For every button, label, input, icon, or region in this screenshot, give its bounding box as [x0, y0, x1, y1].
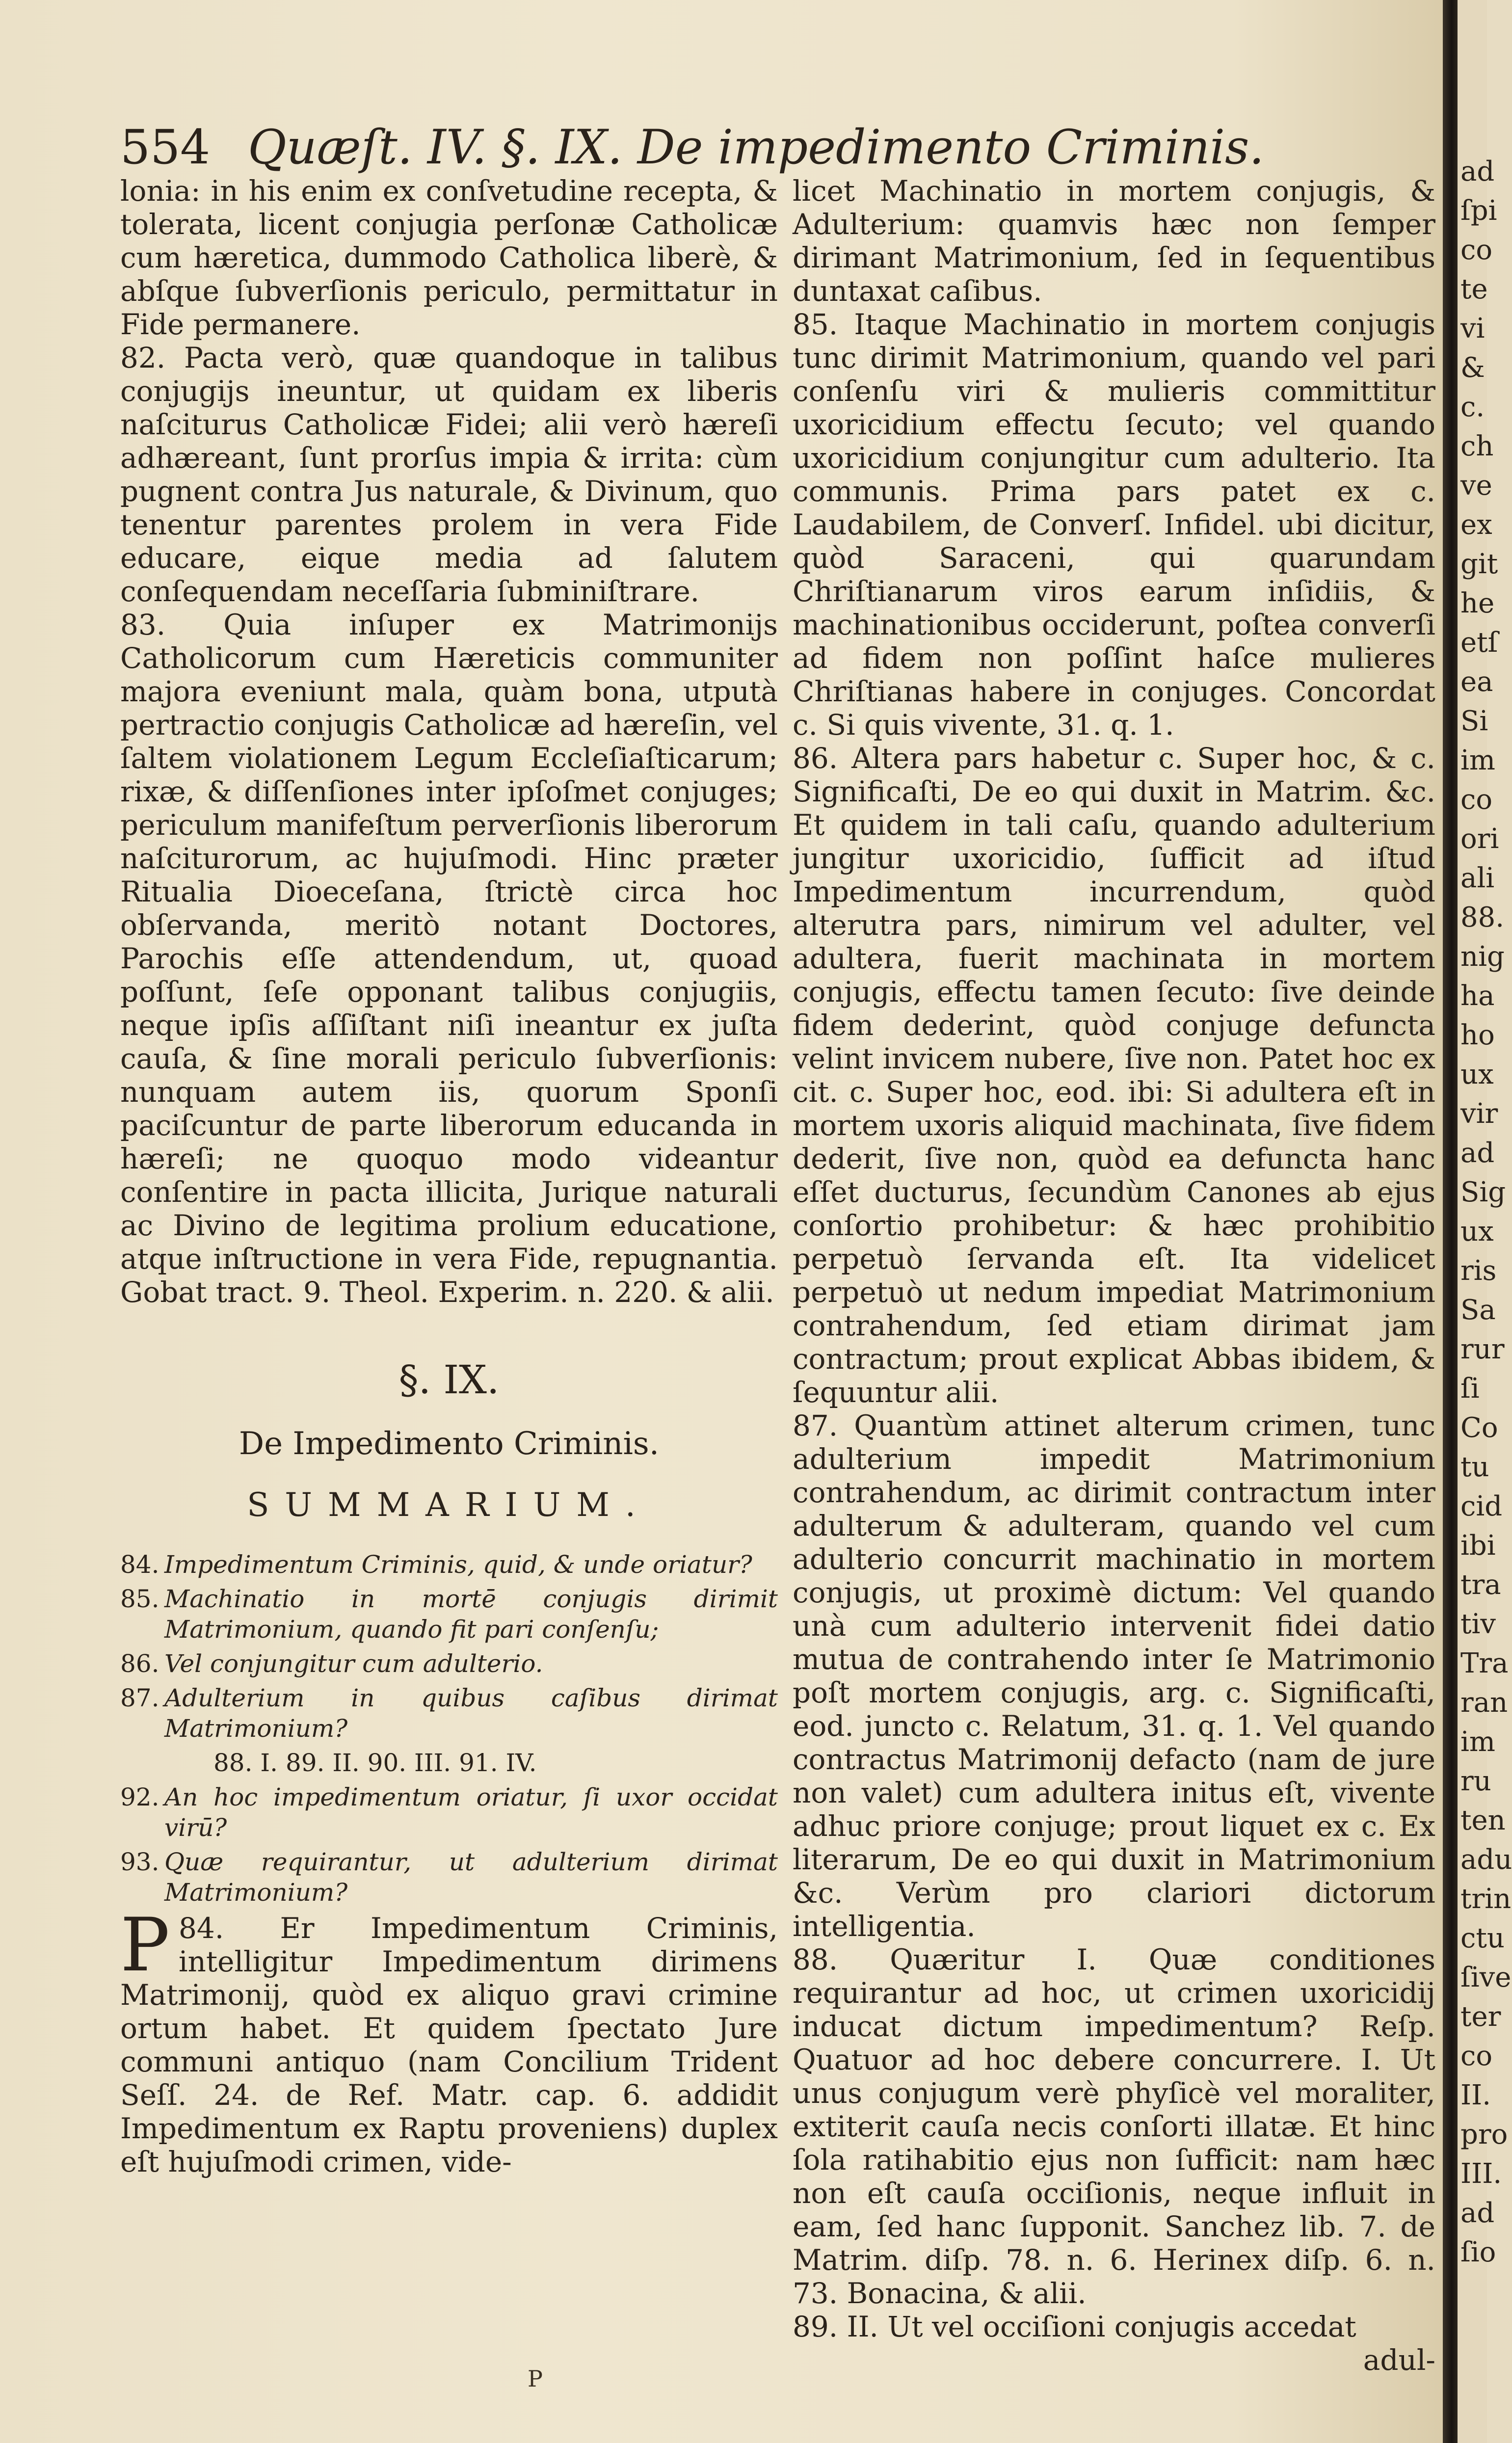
- next-page-fragment: ea: [1460, 666, 1493, 698]
- catchword: adul-: [1363, 2343, 1435, 2377]
- next-page-fragment: ſio: [1460, 2236, 1496, 2268]
- next-page-fragment: ibi: [1460, 1530, 1496, 1562]
- next-page-fragment: ho: [1460, 1019, 1495, 1051]
- next-page-fragment: &: [1460, 352, 1485, 384]
- summary-item: 85. Machinatio in mortē conjugis dirimit Matrimonium, quando fit pari conſenſu;: [120, 1585, 778, 1644]
- next-page-fragment: ſi: [1460, 1373, 1480, 1405]
- next-page-fragment: vir: [1460, 1098, 1498, 1130]
- book-gutter: [1443, 0, 1458, 2443]
- next-page-fragment: Co: [1460, 1412, 1498, 1444]
- next-page-fragment: he: [1460, 587, 1495, 619]
- next-page-fragment: co: [1460, 2040, 1493, 2072]
- next-page-fragment: ran: [1460, 1687, 1508, 1719]
- summary-item: 88. I. 89. II. 90. III. 91. IV.: [213, 1749, 537, 1777]
- paragraph: licet Machinatio in mortem conjugis, & Adulterium: quamvis hæc non ſemper dirimant Matrimonium, ſed in ſequentibus duntaxat caſibus.: [793, 174, 1435, 308]
- summary-item: 92. An hoc impedimentum oriatur, ſi uxor occidat virū?: [120, 1783, 778, 1842]
- section-subheading: De Impedimento Criminis.: [239, 1426, 660, 1462]
- next-page-fragment: ter: [1460, 2001, 1501, 2033]
- next-page-fragment: im: [1460, 1726, 1496, 1758]
- summary-item: 93. Quæ requirantur, ut adulterium dirimat Matrimonium?: [120, 1848, 778, 1907]
- section-heading: §. IX.: [398, 1357, 500, 1403]
- next-page-fragment: Sa: [1460, 1294, 1496, 1326]
- next-page-fragment: II.: [1460, 2079, 1491, 2111]
- next-page-fragment: Tra: [1460, 1647, 1509, 1679]
- next-page-fragment: Sig: [1460, 1176, 1506, 1208]
- drop-cap: P: [120, 1903, 170, 1988]
- next-page-fragment: c.: [1460, 391, 1485, 423]
- next-page-fragment: git: [1460, 548, 1498, 580]
- next-page-fragment: ch: [1460, 430, 1494, 462]
- next-page-fragment: ris: [1460, 1255, 1497, 1287]
- next-page-fragment: co: [1460, 784, 1493, 816]
- next-page-fragment: ad: [1460, 2197, 1495, 2229]
- next-page-fragment: 88.: [1460, 902, 1505, 933]
- running-header: [120, 115, 1264, 179]
- paragraph: lonia: in his enim ex conſvetudine recepta, & tolerata, licent conjugia perſonæ Catholicæ cum hæretica, dummodo Catholica liberè, & abſque ſubverſionis periculo, permittatur in Fide permanere.: [120, 174, 778, 341]
- next-page-fragment: ten: [1460, 1805, 1506, 1836]
- next-page-fragment: te: [1460, 273, 1488, 305]
- summary-item: 87. Adulterium in quibus caſibus dirimat Matrimonium?: [120, 1684, 778, 1743]
- paragraph-number: 84.: [178, 1912, 224, 1945]
- next-page-fragment: ſive: [1460, 1962, 1512, 1993]
- next-page-fragment: co: [1460, 234, 1493, 266]
- next-page-fragment: ali: [1460, 862, 1495, 894]
- paragraph: 83. Quia inſuper ex Matrimonijs Catholicorum cum Hæreticis communiter majora eveniunt mala, quàm bona, utputà pertractio conjugis Catholicæ ad hæreſin, vel ſaltem violationem Legum Eccleſiaſticarum; rixæ, & diſſenſiones inter ipſoſmet conjuges; periculum manifeſtum perverſionis liberorum naſciturorum, ac hujuſmodi. Hinc præter Ritualia Dioeceſana, ſtrictè circa hoc obſervanda, meritò notant Doctores, Parochis eſſe attendendum, ut, quoad poſſunt, ſeſe opponant talibus conjugiis, neque ipſis aſſiſtant niſi ineantur ex juſta cauſa, & ſine morali periculo ſubverſionis: nunquam autem iis, quorum Sponſi paciſcuntur de parte liberorum educanda in hæreſi; ne quoquo modo videantur conſentire in pacta illicita, Jurique naturali ac Divino de legitima prolium educatione, atque inſtructione in vera Fide, repugnantia. Gobat tract. 9. Theol. Experim. n. 220. & alii.: [120, 608, 778, 1309]
- next-page-fragment: pro: [1460, 2119, 1508, 2151]
- next-page-fragment: tra: [1460, 1569, 1501, 1601]
- next-page-fragment: ux: [1460, 1216, 1494, 1248]
- next-page-fragment: vi: [1460, 313, 1485, 345]
- next-page-fragment: adu: [1460, 1844, 1512, 1876]
- next-page-fragment: ve: [1460, 470, 1492, 502]
- next-page-fragment: ori: [1460, 823, 1499, 855]
- running-title: Quæſt. IV. §. IX. De impedimento Criminis.: [248, 120, 1264, 175]
- next-page-fragment: im: [1460, 744, 1496, 776]
- paragraph-84: 84. P Er Impedimentum Criminis, intelligitur Impedimentum dirimens Matrimonij, quòd ex aliquo gravi crimine ortum habet. Et quidem ſpectato Jure communi antiquo (nam Concilium Trident Seſſ. 24. de Ref. Matr. cap. 6. addidit Impedimentum ex Raptu proveniens) duplex eſt hujuſmodi crimen, vide-: [120, 1903, 778, 2178]
- summary-item: 86. Vel conjungitur cum adulterio.: [120, 1649, 543, 1678]
- summary-item: 84. Impedimentum Criminis, quid, & unde oriatur?: [120, 1550, 752, 1579]
- next-page-fragment: Si: [1460, 705, 1488, 737]
- next-page-fragment: nig: [1460, 941, 1505, 973]
- paragraph: 87. Quantùm attinet alterum crimen, tunc adulterium impedit Matrimonium contrahendum, ac dirimit contractum inter adulterum & adulteram, quando vel cum adulterio concurrit machinatio in mortem conjugis, ut proximè dictum: Vel quando unà cum adulterio intervenit fidei datio mutua de contrahendo inter ſe Matrimonio poſt mortem conjugis, arg. c. Significaſti, eod. juncto c. Relatum, 31. q. 1. Vel quando contractus Matrimonij defacto (nam de jure non valet) cum adultera initus eſt, vivente adhuc priore conjuge; prout liquet ex c. Ex literarum, De eo qui duxit in Matrimonium &c. Verùm pro clariori dictorum intelligentia.: [793, 1409, 1435, 1943]
- next-page-fragment: ad: [1460, 156, 1495, 187]
- page-number: 554: [120, 120, 211, 175]
- next-page-fragment: ha: [1460, 980, 1495, 1012]
- next-page-fragment: III.: [1460, 2158, 1502, 2190]
- next-page-fragment: tiv: [1460, 1608, 1496, 1640]
- next-page-fragment: trin: [1460, 1883, 1512, 1915]
- next-page-fragment: ad: [1460, 1137, 1495, 1169]
- paragraph: 89. II. Ut vel occiſioni conjugis accedat: [793, 2310, 1356, 2343]
- next-page-fragment: ctu: [1460, 1922, 1505, 1954]
- paragraph: 82. Pacta verò, quæ quandoque in talibus conjugijs ineuntur, ut quidam ex liberis naſciturus Catholicæ Fidei; alii verò hæreſi adhæreant, ſunt prorſus impia & irrita: cùm pugnent contra Jus naturale, & Divinum, quo tenentur parentes prolem in vera Fide educare, eique media ad ſalutem conſequendam neceſſaria ſubminiſtrare.: [120, 341, 778, 608]
- next-page-fragment: ux: [1460, 1059, 1494, 1090]
- paragraph: 88. Quæritur I. Quæ conditiones requirantur ad hoc, ut crimen uxoricidij inducat dictum impedimentum? Reſp. Quatuor ad hoc debere concurrere. I. Ut unus conjugum verè phyſicè vel moraliter, extiterit cauſa necis conſorti illatæ. Et hinc ſola ratihabitio ejus non ſufficit: nam hæc non eſt cauſa occiſionis, neque influit in eam, ſed hanc ſupponit. Sanchez lib. 7. de Matrim. diſp. 78. n. 6. Herinex diſp. 6. n. 73. Bonacina, & alii.: [793, 1943, 1435, 2310]
- next-page-fragment: ex: [1460, 509, 1492, 541]
- next-page-fragment: cid: [1460, 1490, 1503, 1522]
- paragraph: 86. Altera pars habetur c. Super hoc, & c. Significaſti, De eo qui duxit in Matrim. &c. Et quidem in tali caſu, quando adulterium jungitur uxoricidio, ſufficit ad iſtud Impedimentum incurrendum, quòd alterutra pars, nimirum vel adulter, vel adultera, fuerit machinata in mortem conjugis, effectu tamen ſecuto: ſive deinde fidem dederint, quòd conjuge defuncta velint invicem nubere, ſive non. Patet hoc ex cit. c. Super hoc, eod. ibi: Si adultera eſt in mortem uxoris aliquid machinata, ſive fidem dederit, ſive non, quòd ea defuncta hanc eſſet ducturus, ſecundùm Canones ab ejus conſortio prohibetur: & hæc prohibitio perpetuò ſervanda eſt. Ita videlicet perpetuò ut nedum impediat Matrimonium contrahendum, ſed etiam dirimat jam contractum; prout explicat Abbas ibidem, & ſequuntur alii.: [793, 742, 1435, 1409]
- left-column: [120, 174, 778, 2178]
- next-page-edge: [1458, 0, 1512, 2443]
- next-page-fragment: ru: [1460, 1765, 1491, 1797]
- next-page-fragment: etſ: [1460, 627, 1498, 659]
- signature-mark: P: [528, 2365, 543, 2392]
- right-column: [793, 174, 1435, 2377]
- next-page-fragment: ſpi: [1460, 195, 1497, 227]
- next-page-fragment: rur: [1460, 1333, 1505, 1365]
- paragraph: 85. Itaque Machinatio in mortem conjugis tunc dirimit Matrimonium, quando vel pari conſenſu viri & mulieris committitur uxoricidium effectu ſecuto; vel quando uxoricidium conjungitur cum adulterio. Ita communis. Prima pars patet ex c. Laudabilem, de Converſ. Infidel. ubi dicitur, quòd Saraceni, qui quarundam Chriſtianarum viros earum inſidiis, & machinationibus occiderunt, poſtea converſi ad fidem non poſſint haſce mulieres Chriſtianas habere in conjuges. Concordat c. Si quis vivente, 31. q. 1.: [793, 308, 1435, 742]
- next-page-fragment: tu: [1460, 1451, 1489, 1483]
- summary-heading: SUMMARIUM.: [247, 1486, 651, 1524]
